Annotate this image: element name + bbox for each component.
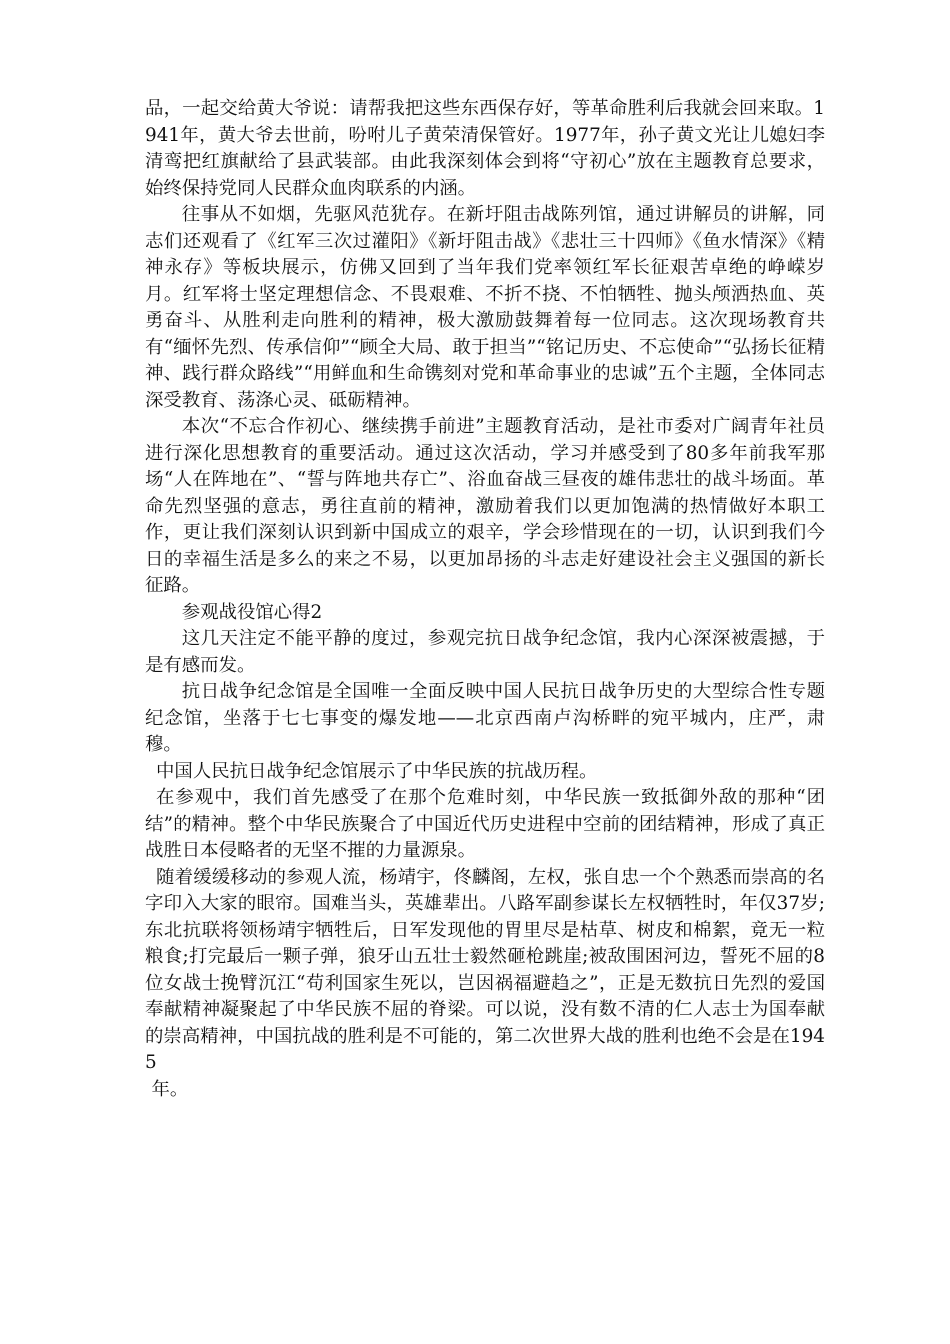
paragraph-year-tail: 年。	[151, 1078, 189, 1100]
paragraph-unity: 在参观中，我们首先感受了在那个危难时刻，中华民族一致抵御外敌的那种“团结”的精神。整个中华民族聚合了中国近代历史进程中空前的团结精神，形成了真正战胜日本侵略者的无坚不摧的力量源泉。	[145, 787, 825, 861]
section-heading: 参观战役馆心得2	[181, 601, 323, 623]
paragraph-intro: 这几天注定不能平静的度过，参观完抗日战争纪念馆，我内心深深被震撼，于是有感而发。	[145, 628, 825, 676]
paragraph-exhibition: 中国人民抗日战争纪念馆展示了中华民族的抗战历程。	[156, 760, 598, 782]
paragraph-memorial-hall: 往事从不如烟，先驱风范犹存。在新圩阻击战陈列馆，通过讲解员的讲解，同志们还观看了《红军三次过灌阳》《新圩阻击战》《悲壮三十四师》《鱼水情深》《精神永存》等板块展示，仿佛又回到了当年我们党率领红军长征艰苦卓绝的峥嵘岁月。红军将士坚定理想信念、不畏艰难、不折不挠、不怕牺牲、抛头颅洒热血、英勇奋斗、从胜利走向胜利的精神，极大激励鼓舞着每一位同志。这次现场教育共有“缅怀先烈、传承信仰”“顾全大局、敢于担当”“铭记历史、不忘使命”“弘扬长征精神、践行群众路线”“用鲜血和生命镌刻对党和革命事业的忠诚”五个主题，全体同志深受教育、荡涤心灵、砥砺精神。	[145, 204, 825, 411]
document-body	[145, 96, 825, 1103]
paragraph-heroes: 随着缓缓移动的参观人流，杨靖宇，佟麟阁，左权，张自忠一个个熟悉而崇高的名字印入大家的眼帘。国难当头，英雄辈出。八路军副参谋长左权牺牲时，年仅37岁;东北抗联将领杨靖宇牺牲后，日军发现他的胃里尽是枯草、树皮和棉絮，竟无一粒粮食;打完最后一颗子弹，狼牙山五壮士毅然砸枪跳崖;被敌围困河边，誓死不屈的8位女战士挽臂沉江“苟利国家生死以，岂因祸福避趋之”，正是无数抗日先烈的爱国奉献精神凝聚起了中华民族不屈的脊梁。可以说，没有数不清的仁人志士为国奉献的崇高精神，中国抗战的胜利是不可能的，第二次世界大战的胜利也绝不会是在1945	[145, 866, 825, 1073]
paragraph-education-activity: 本次“不忘合作初心、继续携手前进”主题教育活动，是社市委对广阔青年社员进行深化思想教育的重要活动。通过这次活动，学习并感受到了80多年前我军那场“人在阵地在”、“誓与阵地共存亡”、浴血奋战三昼夜的雄伟悲壮的战斗场面。革命先烈坚强的意志，勇往直前的精神，激励着我们以更加饱满的热情做好本职工作，更让我们深刻认识到新中国成立的艰辛，学会珍惜现在的一切，认识到我们今日的幸福生活是多么的来之不易，以更加昂扬的斗志走好建设社会主义强国的新长征路。	[145, 416, 825, 596]
paragraph-museum-description: 抗日战争纪念馆是全国唯一全面反映中国人民抗日战争历史的大型综合性专题纪念馆，坐落于七七事变的爆发地——北京西南卢沟桥畔的宛平城内，庄严，肃穆。	[145, 681, 825, 755]
paragraph-continuation: 品，一起交给黄大爷说：请帮我把这些东西保存好，等革命胜利后我就会回来取。1941年，黄大爷去世前，吩咐儿子黄荣清保管好。1977年，孙子黄文光让儿媳妇李清鸾把红旗献给了县武装部。由此我深刻体会到将“守初心”放在主题教育总要求，始终保持党同人民群众血肉联系的内涵。	[145, 98, 825, 199]
